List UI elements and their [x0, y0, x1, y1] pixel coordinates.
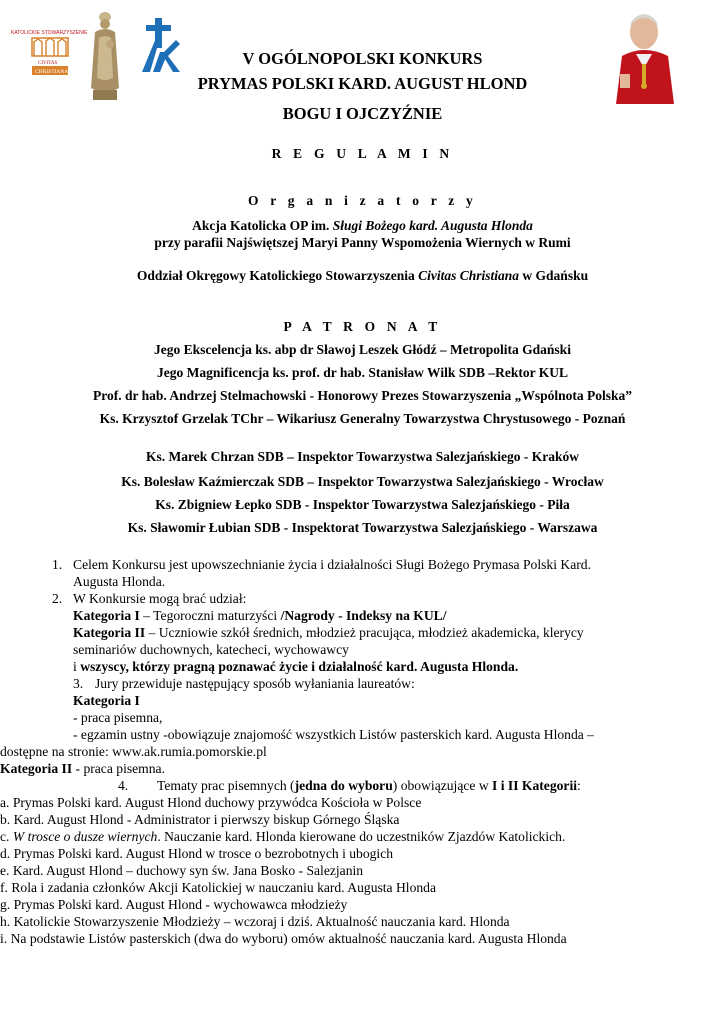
topic-item: e. Kard. August Hlond – duchowy syn św. Jana Bosko - Salezjanin: [0, 863, 364, 878]
all-participants-line: i wszyscy, którzy pragną poznawać życie i działalność kard. Augusta Hlonda.: [73, 659, 519, 674]
topic-item: i. Na podstawie Listów pasterskich (dwa do wyboru) omów aktualność nauczania kard. Augusta Hlonda: [0, 931, 567, 946]
rule-3-line: - praca pisemna,: [73, 710, 163, 725]
regulamin-heading: R E G U L A M I N: [271, 146, 454, 161]
topic-item: d. Prymas Polski kard. August Hlond w trosce o bezrobotnych i ubogich: [0, 846, 394, 861]
patron-line: Prof. dr hab. Andrzej Stelmachowski - Honorowy Prezes Stowarzyszenia „Wspólnota Polska”: [93, 388, 632, 403]
patron-line: Ks. Marek Chrzan SDB – Inspektor Towarzystwa Salezjańskiego - Kraków: [145, 449, 580, 464]
rule-number: 3.: [73, 676, 84, 691]
rule-3-category-2: Kategoria II - praca pisemna.: [0, 761, 165, 776]
patron-line: Ks. Sławomir Łubian SDB - Inspektorat Towarzystwa Salezjańskiego - Warszawa: [127, 520, 598, 535]
topic-item: a. Prymas Polski kard. August Hlond duchowy przywódca Kościoła w Polsce: [0, 795, 422, 810]
rule-1-text: Celem Konkursu jest upowszechnianie życia i działalności Sługi Bożego Prymasa Polski Kard.: [73, 557, 591, 572]
category-2-line: Kategoria II – Uczniowie szkół średnich, młodzież pracująca, młodzież akademicka, klerycy: [73, 625, 584, 640]
patron-line: Jego Magnificencja ks. prof. dr hab. Stanisław Wilk SDB –Rektor KUL: [157, 365, 568, 380]
topic-item: h. Katolickie Stowarzyszenie Młodzieży – wczoraj i dziś. Aktualność nauczania kard. Hlonda: [0, 914, 510, 929]
title-line-2: PRYMAS POLSKI KARD. AUGUST HLOND: [197, 74, 528, 93]
title-line-1: V OGÓLNOPOLSKI KONKURS: [242, 49, 483, 68]
rule-2-text: W Konkursie mogą brać udział:: [73, 591, 247, 606]
logo-text-line1: KATOLICKIE STOWARZYSZENIE: [11, 30, 88, 36]
patron-line: Ks. Krzysztof Grzelak TChr – Wikariusz Generalny Towarzystwa Chrystusowego - Poznań: [99, 411, 626, 426]
category-1-line: Kategoria I – Tegoroczni maturzyści /Nagrody - Indeksy na KUL/: [73, 608, 447, 623]
rule-number: 2.: [52, 591, 63, 606]
organizatorzy-heading: O r g a n i z a t o r z y: [248, 193, 477, 208]
patron-line: Ks. Zbigniew Łepko SDB - Inspektor Towarzystwa Salezjańskiego - Piła: [155, 497, 570, 512]
patron-line: Ks. Bolesław Kaźmierczak SDB – Inspektor Towarzystwa Salezjańskiego - Wrocław: [121, 474, 604, 489]
rule-1-text: Augusta Hlonda.: [73, 574, 166, 589]
rule-3-category-1: Kategoria I: [73, 693, 140, 708]
topic-item: c. W trosce o dusze wiernych. Nauczanie kard. Hlonda kierowane do uczestników Zjazdów Katolickich.: [0, 829, 566, 844]
organizer-line-3: Oddział Okręgowy Katolickiego Stowarzyszenia Civitas Christiana w Gdańsku: [136, 268, 589, 283]
patronat-heading: P A T R O N A T: [283, 319, 442, 334]
rule-4-text: Tematy prac pisemnych (jedna do wyboru) obowiązujące w I i II Kategorii:: [157, 778, 581, 793]
patron-line: Jego Ekscelencja ks. abp dr Sławoj Leszek Głódź – Metropolita Gdański: [154, 342, 571, 357]
topic-item: g. Prymas Polski kard. August Hlond - wychowawca młodzieży: [0, 897, 348, 912]
logo-text-line2: CIVITAS: [38, 61, 58, 66]
rule-3-line: - egzamin ustny -obowiązuje znajomość wszystkich Listów pasterskich kard. Augusta Hlonda –: [73, 727, 594, 742]
organizer-line-2: przy parafii Najświętszej Maryi Panny Wspomożenia Wiernych w Rumi: [154, 235, 571, 250]
organizer-line-1: Akcja Katolicka OP im. Sługi Bożego kard. Augusta Hlonda: [192, 218, 533, 233]
topic-item: f. Rola i zadania członków Akcji Katolickiej w nauczaniu kard. Augusta Hlonda: [0, 880, 437, 895]
rule-3-line: dostępne na stronie: www.ak.rumia.pomorskie.pl: [0, 744, 267, 759]
rule-number: 1.: [52, 557, 63, 572]
topic-item: b. Kard. August Hlond - Administrator i pierwszy biskup Górnego Śląska: [0, 812, 400, 827]
category-2-cont: seminariów duchownych, katecheci, wychowawcy: [73, 642, 349, 657]
logo-text-line3: CHRISTIANA: [35, 69, 69, 75]
rule-number: 4.: [118, 778, 129, 793]
title-line-3: BOGU I OJCZYŹNIE: [282, 104, 443, 123]
rule-3-text: Jury przewiduje następujący sposób wyłaniania laureatów:: [95, 676, 415, 691]
